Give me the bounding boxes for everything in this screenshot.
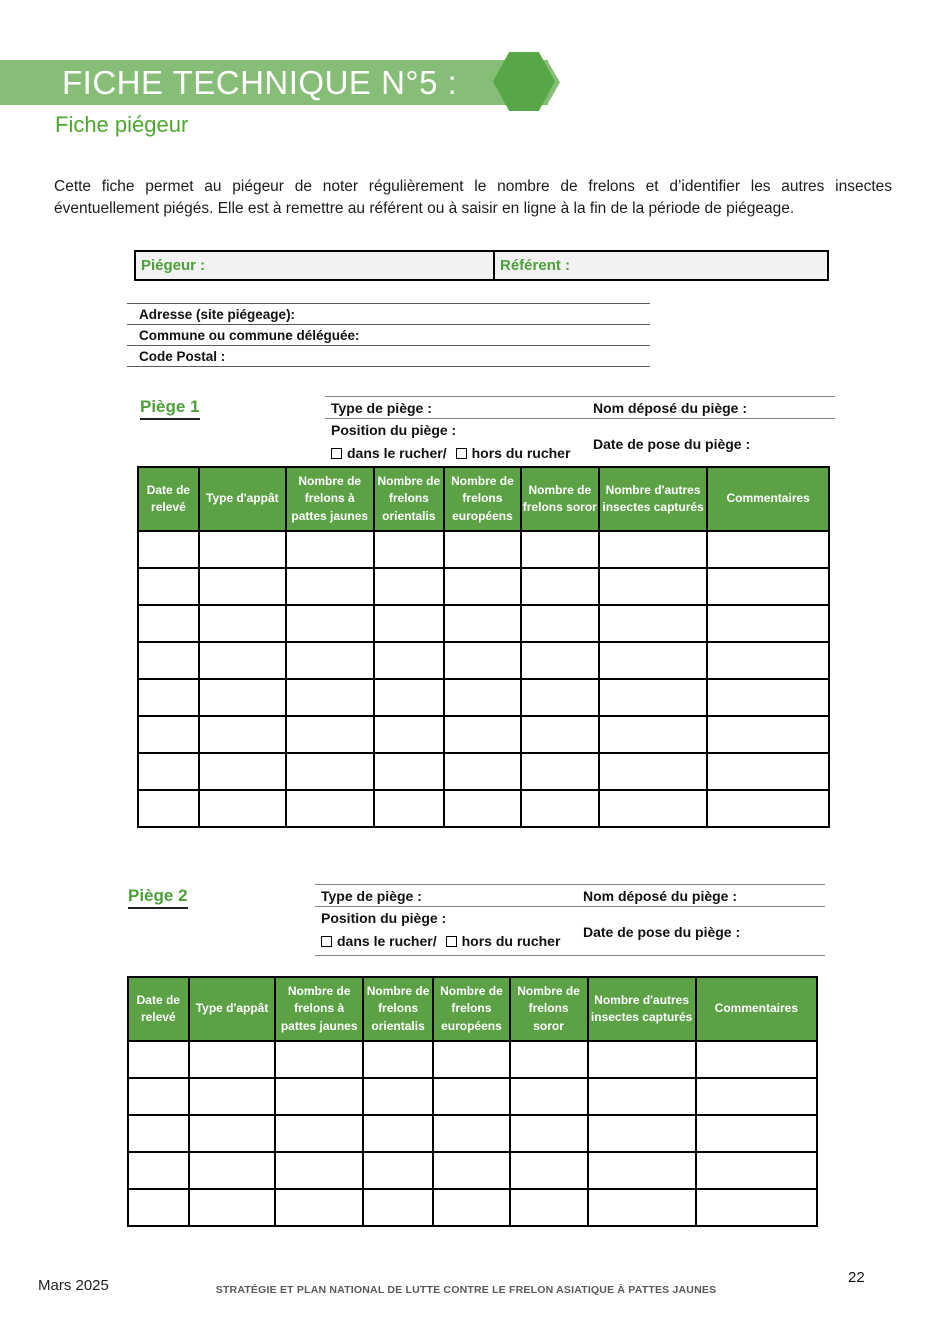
table-row xyxy=(128,1189,817,1226)
table-row xyxy=(138,790,829,827)
table-cell xyxy=(696,1189,817,1226)
table-cell xyxy=(707,531,829,568)
title-banner xyxy=(0,60,548,105)
table-cell xyxy=(521,642,599,679)
trap2-record-table xyxy=(127,976,818,1227)
table-cell xyxy=(374,568,444,605)
table-cell xyxy=(363,1115,433,1152)
table-header-row xyxy=(128,977,817,1041)
trap1-fields xyxy=(325,396,835,467)
table-cell xyxy=(707,605,829,642)
trap-date-label: Date de pose du piège : xyxy=(593,436,751,452)
trap1-record-table xyxy=(137,466,830,828)
table-cell xyxy=(599,642,707,679)
table-cell xyxy=(707,753,829,790)
table-cell xyxy=(189,1152,276,1189)
table-cell xyxy=(521,753,599,790)
commune-line: Commune ou commune déléguée: xyxy=(127,324,650,345)
footer-document-title: STRATÉGIE ET PLAN NATIONAL DE LUTTE CONTRE LE FRELON ASIATIQUE À PATTES JAUNES xyxy=(215,1284,717,1296)
table-row xyxy=(128,1115,817,1152)
col-header-orientalis: Nombre de frelons orientalis xyxy=(374,467,444,531)
table-cell xyxy=(696,1078,817,1115)
table-cell xyxy=(696,1041,817,1078)
table-cell xyxy=(138,790,199,827)
trap-position-label: Position du piège : xyxy=(331,422,457,438)
address-block xyxy=(127,303,650,367)
col-header-bait: Type d'appât xyxy=(189,977,276,1041)
table-cell xyxy=(199,790,286,827)
table-cell xyxy=(599,568,707,605)
table-cell xyxy=(286,679,374,716)
col-header-bait: Type d'appât xyxy=(199,467,286,531)
trap2-fields xyxy=(315,884,825,956)
table-cell xyxy=(374,679,444,716)
table-cell xyxy=(374,790,444,827)
trap-position-label: Position du piège : xyxy=(321,910,447,926)
table-cell xyxy=(128,1078,189,1115)
table-cell xyxy=(189,1115,276,1152)
table-cell xyxy=(363,1189,433,1226)
table-cell xyxy=(433,1189,509,1226)
apiary-checkbox-line xyxy=(315,931,825,955)
table-cell xyxy=(199,679,286,716)
intro-paragraph: Cette fiche permet au piégeur de noter régulièrement le nombre de frelons et d’identifier les autres insectes éventuellement piégés. Elle est à remettre au référent ou à saisir en ligne à la fin de la période de piégeage. xyxy=(54,178,892,218)
table-cell xyxy=(707,679,829,716)
page-subtitle: Fiche piégeur xyxy=(55,112,189,137)
table-cell xyxy=(444,679,521,716)
table-cell xyxy=(138,753,199,790)
table-cell xyxy=(707,790,829,827)
table-row xyxy=(138,605,829,642)
table-cell xyxy=(444,716,521,753)
col-header-comments: Commentaires xyxy=(707,467,829,531)
table-cell xyxy=(286,790,374,827)
table-cell xyxy=(510,1041,588,1078)
table-row xyxy=(138,679,829,716)
out-apiary-label: hors du rucher xyxy=(461,933,561,949)
apiary-checkbox-line xyxy=(325,443,835,467)
table-cell xyxy=(599,679,707,716)
table-cell xyxy=(588,1189,696,1226)
table-cell xyxy=(510,1078,588,1115)
page-title: FICHE TECHNIQUE N°5 : xyxy=(62,63,458,101)
col-header-orientalis: Nombre de frelons orientalis xyxy=(363,977,433,1041)
table-cell xyxy=(374,642,444,679)
table-cell xyxy=(363,1152,433,1189)
table-cell xyxy=(588,1115,696,1152)
col-header-soror: Nombre de frelons soror xyxy=(510,977,588,1041)
trap-type-label: Type de piège : xyxy=(331,399,432,416)
address-line: Adresse (site piégeage): xyxy=(127,303,650,324)
table-cell xyxy=(374,753,444,790)
col-header-date: Date de relevé xyxy=(128,977,189,1041)
table-row xyxy=(138,642,829,679)
page-number: 22 xyxy=(848,1269,865,1286)
col-header-european: Nombre de frelons européens xyxy=(444,467,521,531)
table-cell xyxy=(286,568,374,605)
table-cell xyxy=(363,1041,433,1078)
table-row xyxy=(128,1152,817,1189)
trap-name-label: Nom déposé du piège : xyxy=(593,399,748,416)
table-cell xyxy=(189,1078,276,1115)
table-cell xyxy=(199,531,286,568)
table-cell xyxy=(275,1189,363,1226)
table-cell xyxy=(199,568,286,605)
table-cell xyxy=(138,642,199,679)
table-cell xyxy=(286,753,374,790)
trap1-heading: Piège 1 xyxy=(140,397,200,420)
trapper-field: Piégeur : xyxy=(136,252,495,279)
table-cell xyxy=(275,1152,363,1189)
out-apiary-label: hors du rucher xyxy=(471,445,571,461)
table-cell xyxy=(433,1115,509,1152)
divider xyxy=(315,955,825,956)
table-cell xyxy=(599,753,707,790)
table-cell xyxy=(286,642,374,679)
table-cell xyxy=(138,679,199,716)
table-cell xyxy=(275,1078,363,1115)
table-cell xyxy=(444,753,521,790)
table-cell xyxy=(138,531,199,568)
table-cell xyxy=(521,790,599,827)
table-cell xyxy=(275,1041,363,1078)
table-cell xyxy=(433,1078,509,1115)
table-cell xyxy=(599,716,707,753)
col-header-soror: Nombre de frelons soror xyxy=(521,467,599,531)
trap-name-label: Nom déposé du piège : xyxy=(583,887,738,904)
table-cell xyxy=(696,1115,817,1152)
table-cell xyxy=(128,1041,189,1078)
table-row xyxy=(128,1078,817,1115)
table-cell xyxy=(521,605,599,642)
table-cell xyxy=(599,790,707,827)
table-cell xyxy=(128,1189,189,1226)
table-cell xyxy=(510,1152,588,1189)
table-cell xyxy=(444,790,521,827)
postal-code-line: Code Postal : xyxy=(127,345,650,366)
checkbox-in-apiary-icon xyxy=(321,936,332,947)
in-apiary-label: dans le rucher/ xyxy=(337,933,437,949)
table-cell xyxy=(363,1078,433,1115)
table-cell xyxy=(189,1041,276,1078)
col-header-yellow-legged: Nombre de frelons à pattes jaunes xyxy=(275,977,363,1041)
table-cell xyxy=(199,753,286,790)
table-cell xyxy=(707,642,829,679)
table-cell xyxy=(444,531,521,568)
table-cell xyxy=(521,679,599,716)
table-cell xyxy=(199,642,286,679)
col-header-european: Nombre de frelons européens xyxy=(433,977,509,1041)
table-cell xyxy=(286,716,374,753)
checkbox-out-apiary-icon xyxy=(446,936,457,947)
table-cell xyxy=(138,716,199,753)
table-cell xyxy=(433,1152,509,1189)
col-header-date: Date de relevé xyxy=(138,467,199,531)
col-header-other-insects: Nombre d'autres insectes capturés xyxy=(588,977,696,1041)
table-cell xyxy=(444,642,521,679)
table-cell xyxy=(374,605,444,642)
table-cell xyxy=(189,1189,276,1226)
table-cell xyxy=(433,1041,509,1078)
trap-type-label: Type de piège : xyxy=(321,887,422,904)
table-cell xyxy=(286,531,374,568)
identity-table xyxy=(134,250,829,281)
table-cell xyxy=(128,1115,189,1152)
table-cell xyxy=(444,605,521,642)
table-cell xyxy=(696,1152,817,1189)
table-cell xyxy=(599,531,707,568)
table-cell xyxy=(444,568,521,605)
table-cell xyxy=(588,1041,696,1078)
table-header-row xyxy=(138,467,829,531)
table-row xyxy=(138,531,829,568)
referent-field: Référent : xyxy=(500,257,571,274)
table-row xyxy=(138,568,829,605)
table-row xyxy=(128,1041,817,1078)
table-cell xyxy=(510,1115,588,1152)
table-cell xyxy=(275,1115,363,1152)
trap-date-label: Date de pose du piège : xyxy=(583,924,741,940)
table-cell xyxy=(588,1152,696,1189)
table-cell xyxy=(707,716,829,753)
footer-date: Mars 2025 xyxy=(38,1277,109,1294)
trap2-heading: Piège 2 xyxy=(128,886,188,909)
checkbox-out-apiary-icon xyxy=(456,448,467,459)
table-row xyxy=(138,716,829,753)
table-cell xyxy=(199,605,286,642)
table-cell xyxy=(199,716,286,753)
table-cell xyxy=(521,716,599,753)
in-apiary-label: dans le rucher/ xyxy=(347,445,447,461)
col-header-other-insects: Nombre d'autres insectes capturés xyxy=(599,467,707,531)
table-row xyxy=(138,753,829,790)
table-cell xyxy=(521,531,599,568)
table-cell xyxy=(374,531,444,568)
table-cell xyxy=(138,605,199,642)
checkbox-in-apiary-icon xyxy=(331,448,342,459)
table-cell xyxy=(138,568,199,605)
table-cell xyxy=(128,1152,189,1189)
table-cell xyxy=(286,605,374,642)
table-cell xyxy=(521,568,599,605)
table-cell xyxy=(510,1189,588,1226)
table-cell xyxy=(374,716,444,753)
col-header-comments: Commentaires xyxy=(696,977,817,1041)
col-header-yellow-legged: Nombre de frelons à pattes jaunes xyxy=(286,467,374,531)
table-cell xyxy=(588,1078,696,1115)
table-cell xyxy=(707,568,829,605)
table-cell xyxy=(599,605,707,642)
